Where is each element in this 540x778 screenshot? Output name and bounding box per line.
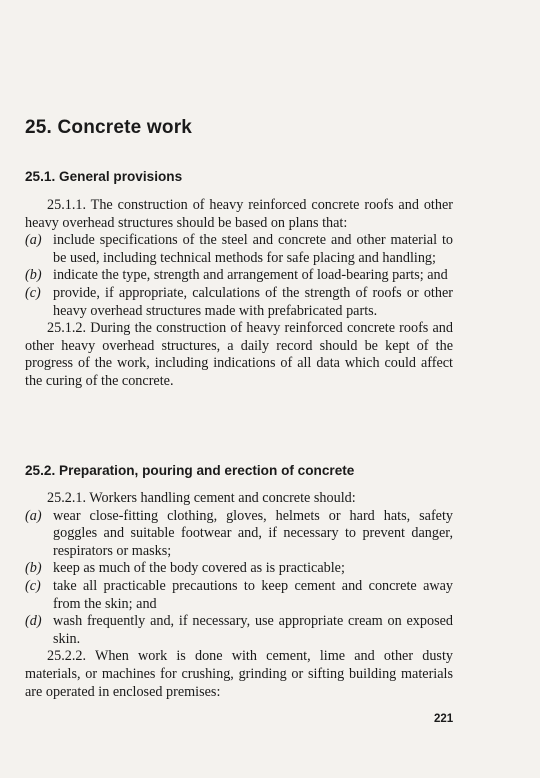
list-item-label: (a) (25, 507, 42, 524)
list-item-label: (c) (25, 284, 41, 301)
paragraph-25-1-1: 25.1.1. The construction of heavy reinforced concrete roofs and other heavy overhead structures should be based on plans that: (25, 197, 453, 231)
list-item-text: indicate the type, strength and arrangement of load-bearing parts; and (53, 267, 448, 284)
section-body-25-1 (25, 197, 453, 391)
list-item-text: wash frequently and, if necessary, use appropriate cream on exposed skin. (53, 613, 453, 647)
section-heading-25-1: 25.1. General provisions (25, 169, 183, 184)
list-item (25, 613, 453, 648)
list-item-text: wear close-fitting clothing, gloves, helmets or hard hats, safety goggles and suitable footwear and, if necessary to prevent danger, respirators or masks; (53, 507, 453, 559)
list-item-label: (a) (25, 232, 42, 249)
chapter-title: 25. Concrete work (25, 117, 193, 138)
paragraph-25-2-1: 25.2.1. Workers handling cement and concrete should: (47, 490, 356, 506)
paragraph-25-1-2: 25.1.2. During the construction of heavy reinforced concrete roofs and other heavy overhead structures, a daily record should be kept of the progress of the work, including indications of all data which could affect the curing of the concrete. (25, 320, 453, 389)
list-item (25, 560, 453, 578)
list-item (25, 578, 453, 613)
list-item-label: (c) (25, 577, 41, 594)
list-item-label: (d) (25, 613, 42, 630)
paragraph-25-2-2: 25.2.2. When work is done with cement, lime and other dusty materials, or machines for crushing, grinding or sifting building materials are operated in enclosed premises: (25, 648, 453, 700)
list-item-text: keep as much of the body covered as is practicable; (53, 560, 345, 577)
list-item-label: (b) (25, 560, 42, 577)
list-item-text: include specifications of the steel and concrete and other material to be used, including technical methods for safe placing and handling; (53, 232, 453, 266)
section-heading-25-2: 25.2. Preparation, pouring and erection of concrete (25, 463, 355, 478)
list-item-label: (b) (25, 267, 42, 284)
list-item-text: take all practicable precautions to keep cement and concrete away from the skin; and (53, 577, 453, 612)
list-item-text: provide, if appropriate, calculations of the strength of roofs or other heavy overhead structures made with prefabricated parts. (53, 284, 453, 319)
list-item (25, 508, 453, 561)
page-number: 221 (434, 713, 454, 725)
list-item (25, 285, 453, 320)
section-body-25-2 (25, 490, 453, 701)
list-item (25, 232, 453, 267)
list-item (25, 267, 453, 285)
